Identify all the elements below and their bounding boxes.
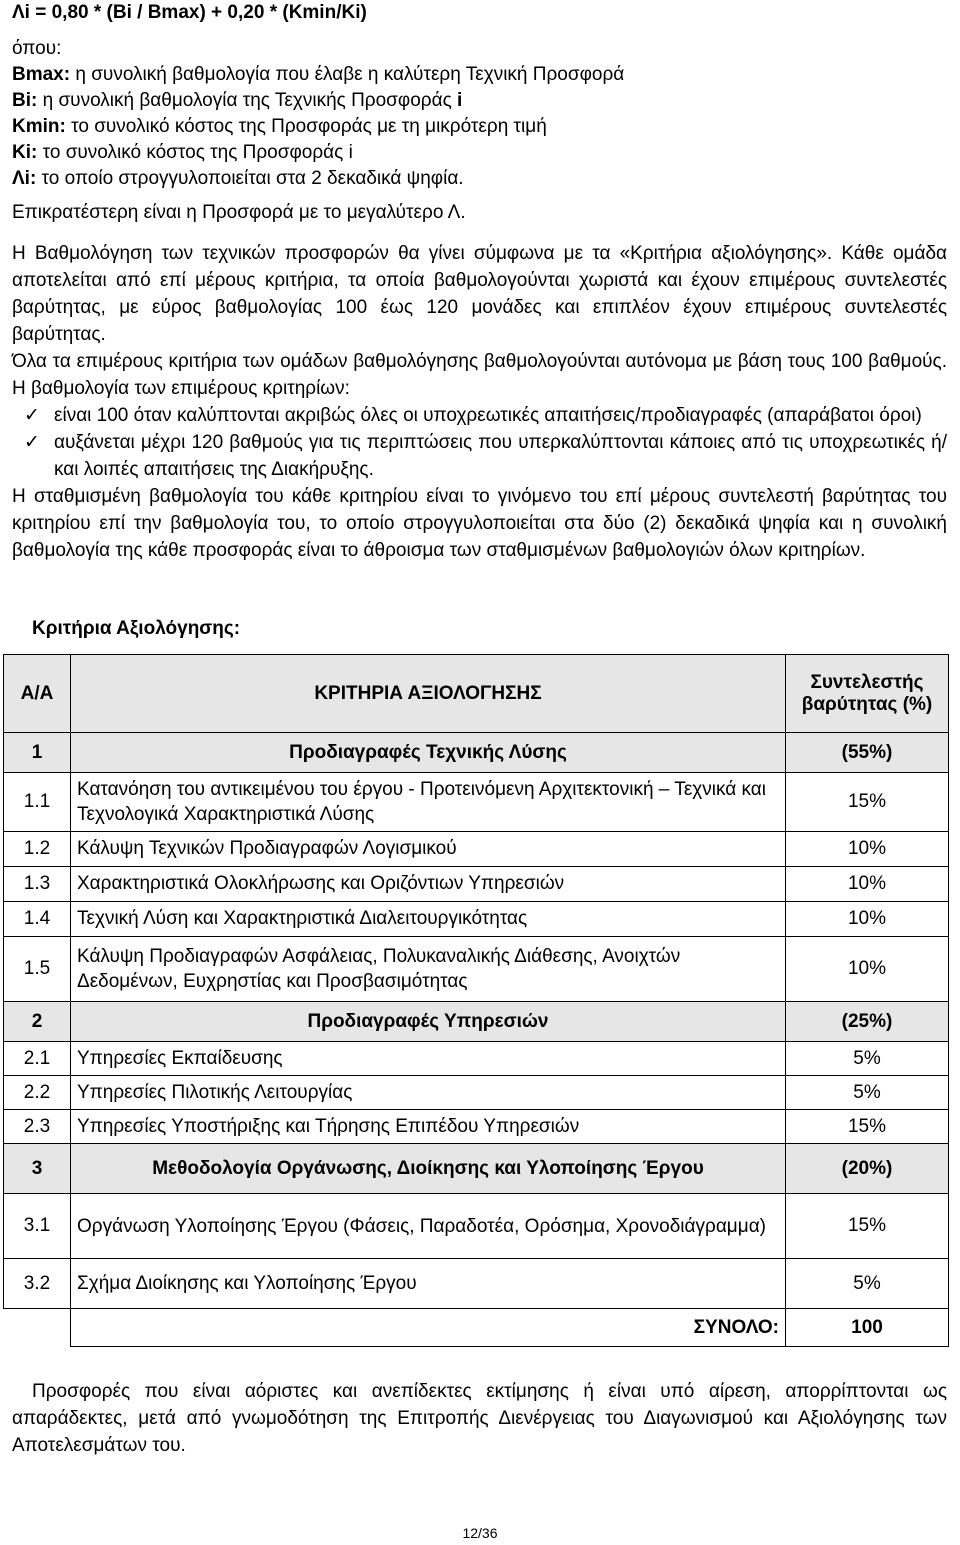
definition-term: Bi:	[12, 90, 38, 111]
header-criteria: ΚΡΙΤΗΡΙΑ ΑΞΙΟΛΟΓΗΣΗΣ	[71, 655, 786, 733]
prevail-statement: Επικρατέστερη είναι η Προσφορά με το μεγαλύτερο Λ.	[12, 202, 466, 223]
scoring-formula: Λi = 0,80 * (Bi / Bmax) + 0,20 * (Kmin/Ki)	[12, 2, 367, 23]
row-criterion: Μεθοδολογία Οργάνωσης, Διοίκησης και Υλοποίησης Έργου	[71, 1144, 786, 1194]
row-criterion: Σχήμα Διοίκησης και Υλοποίησης Έργου	[71, 1259, 786, 1309]
row-weight: 5%	[786, 1042, 949, 1076]
criteria-table	[3, 654, 949, 1347]
check-item	[12, 402, 947, 429]
row-weight: (55%)	[786, 733, 949, 773]
table-row	[4, 937, 949, 1002]
definition-bmax	[12, 62, 947, 88]
row-criterion: Προδιαγραφές Τεχνικής Λύσης	[71, 733, 786, 773]
total-spacer	[4, 1309, 71, 1347]
table-row	[4, 867, 949, 902]
check-item	[12, 429, 947, 483]
table-row	[4, 1110, 949, 1144]
table-header-row	[4, 655, 949, 733]
paragraph-scoring-groups: Η Βαθμολόγηση των τεχνικών προσφορών θα γίνει σύμφωνα με τα «Κριτήρια αξιολόγησης». Κάθε ομάδα αποτελείται από επί μέρους κριτήρια, τα οποία βαθμολογούνται χωριστά και έχουν επιμέρους συντελεστές βαρύτητας, με εύρος βαθμολογίας 100 έως 120 μονάδες και επιπλέον έχουν επιμέρους συντελεστές βαρύτητας.	[12, 243, 947, 345]
row-id: 2.1	[4, 1042, 71, 1076]
total-label: ΣΥΝΟΛΟ:	[71, 1309, 786, 1347]
table-row-group	[4, 1002, 949, 1042]
row-weight: 10%	[786, 937, 949, 1002]
paragraph-scoring-basis: Όλα τα επιμέρους κριτήρια των ομάδων βαθμολόγησης βαθμολογούνται αυτόνομα με βάση τους 100 βαθμούς. Η βαθμολογία των επιμέρους κριτηρίων:	[12, 351, 947, 399]
row-weight: 10%	[786, 867, 949, 902]
definition-text: η συνολική βαθμολογία της Τεχνικής Προσφοράς	[37, 90, 458, 111]
row-id: 2.3	[4, 1110, 71, 1144]
row-criterion: Υπηρεσίες Πιλοτικής Λειτουργίας	[71, 1076, 786, 1110]
row-weight: 10%	[786, 832, 949, 867]
definition-tail: i	[457, 90, 463, 111]
row-id: 3.2	[4, 1259, 71, 1309]
row-id: 1.3	[4, 867, 71, 902]
row-id: 3	[4, 1144, 71, 1194]
row-id: 1.2	[4, 832, 71, 867]
definition-term: Λi:	[12, 168, 37, 189]
row-criterion: Κάλυψη Προδιαγραφών Ασφάλειας, Πολυκαναλικής Διάθεσης, Ανοιχτών Δεδομένων, Ευχρηστίας και Προσβασιμότητας	[71, 937, 786, 1002]
row-criterion: Τεχνική Λύση και Χαρακτηριστικά Διαλειτουργικότητας	[71, 902, 786, 937]
row-criterion: Προδιαγραφές Υπηρεσιών	[71, 1002, 786, 1042]
table-row	[4, 1259, 949, 1309]
check-item-text: αυξάνεται μέχρι 120 βαθμούς για τις περιπτώσεις που υπερκαλύπτονται κάποιες από τις υποχρεωτικές ή/και λοιπές απαιτήσεις της Διακήρυξης.	[54, 432, 947, 480]
row-id: 2.2	[4, 1076, 71, 1110]
table-row	[4, 1042, 949, 1076]
row-weight: 5%	[786, 1259, 949, 1309]
definition-text: η συνολική βαθμολογία που έλαβε η καλύτερη Τεχνική Προσφορά	[70, 64, 625, 85]
table-row	[4, 832, 949, 867]
row-criterion: Οργάνωση Υλοποίησης Έργου (Φάσεις, Παραδοτέα, Ορόσημα, Χρονοδιάγραμμα)	[71, 1194, 786, 1259]
row-criterion: Κάλυψη Τεχνικών Προδιαγραφών Λογισμικού	[71, 832, 786, 867]
definition-ki	[12, 140, 947, 166]
row-weight: (20%)	[786, 1144, 949, 1194]
table-row-group	[4, 733, 949, 773]
row-weight: 5%	[786, 1076, 949, 1110]
checkmark-icon: ✓	[24, 432, 40, 453]
definition-li	[12, 166, 947, 192]
row-id: 1.1	[4, 773, 71, 832]
checkmark-icon: ✓	[24, 405, 40, 426]
formula-definitions	[12, 36, 947, 226]
row-id: 1	[4, 733, 71, 773]
row-id: 1.4	[4, 902, 71, 937]
definitions-intro: όπου:	[12, 38, 62, 59]
definition-term: Bmax:	[12, 64, 71, 85]
table-row	[4, 902, 949, 937]
row-weight: (25%)	[786, 1002, 949, 1042]
evaluation-text	[12, 240, 947, 564]
table-row	[4, 773, 949, 832]
row-weight: 15%	[786, 1194, 949, 1259]
row-id: 3.1	[4, 1194, 71, 1259]
row-id: 1.5	[4, 937, 71, 1002]
paragraph-weighted-score: Η σταθμισμένη βαθμολογία του κάθε κριτηρίου είναι το γινόμενο του επί μέρους συντελεστή βαρύτητας του κριτηρίου επί την βαθμολογία του, το οποίο στρογγυλοποιείται στα δύο (2) δεκαδικά ψηφία και η συνολική βαθμολογία της κάθε προσφοράς είναι το άθροισμα των σταθμισμένων βαθμολογιών όλων κριτηρίων.	[12, 486, 947, 561]
criteria-heading: Κριτήρια Αξιολόγησης:	[32, 618, 241, 639]
row-criterion: Υπηρεσίες Εκπαίδευσης	[71, 1042, 786, 1076]
table-row-group	[4, 1144, 949, 1194]
definition-text: το οποίο στρογγυλοποιείται στα 2 δεκαδικά ψηφία.	[36, 168, 464, 189]
row-weight: 15%	[786, 773, 949, 832]
total-row	[4, 1309, 949, 1347]
definition-term: Kmin:	[12, 116, 66, 137]
header-weight: Συντελεστής βαρύτητας (%)	[786, 655, 949, 733]
definition-text: το συνολικό κόστος της Προσφοράς με τη μικρότερη τιμή	[65, 116, 547, 137]
table-row	[4, 1076, 949, 1110]
row-weight: 10%	[786, 902, 949, 937]
definition-term: Ki:	[12, 142, 38, 163]
page-number: 12/36	[462, 1525, 498, 1541]
row-weight: 15%	[786, 1110, 949, 1144]
check-item-text: είναι 100 όταν καλύπτονται ακριβώς όλες οι υποχρεωτικές απαιτήσεις/προδιαγραφές (απαράβατοι όροι)	[54, 405, 922, 426]
closing-paragraph: Προσφορές που είναι αόριστες και ανεπίδεκτες εκτίμησης ή είναι υπό αίρεση, απορρίπτονται ως απαράδεκτες, μετά από γνωμοδότηση της Επιτροπής Διενέργειας του Διαγωνισμού και Αξιολόγησης των Αποτελεσμάτων του.	[12, 1381, 947, 1456]
total-value: 100	[786, 1309, 949, 1347]
row-criterion: Χαρακτηριστικά Ολοκλήρωσης και Οριζόντιων Υπηρεσιών	[71, 867, 786, 902]
header-id: Α/Α	[4, 655, 71, 733]
definition-text: το συνολικό κόστος της Προσφοράς i	[37, 142, 353, 163]
row-criterion: Κατανόηση του αντικειμένου του έργου - Προτεινόμενη Αρχιτεκτονική – Τεχνικά και Τεχνολογικά Χαρακτηριστικά Λύσης	[71, 773, 786, 832]
row-criterion: Υπηρεσίες Υποστήριξης και Τήρησης Επιπέδου Υπηρεσιών	[71, 1110, 786, 1144]
table-row	[4, 1194, 949, 1259]
definition-kmin	[12, 114, 947, 140]
row-id: 2	[4, 1002, 71, 1042]
definition-bi	[12, 88, 947, 114]
